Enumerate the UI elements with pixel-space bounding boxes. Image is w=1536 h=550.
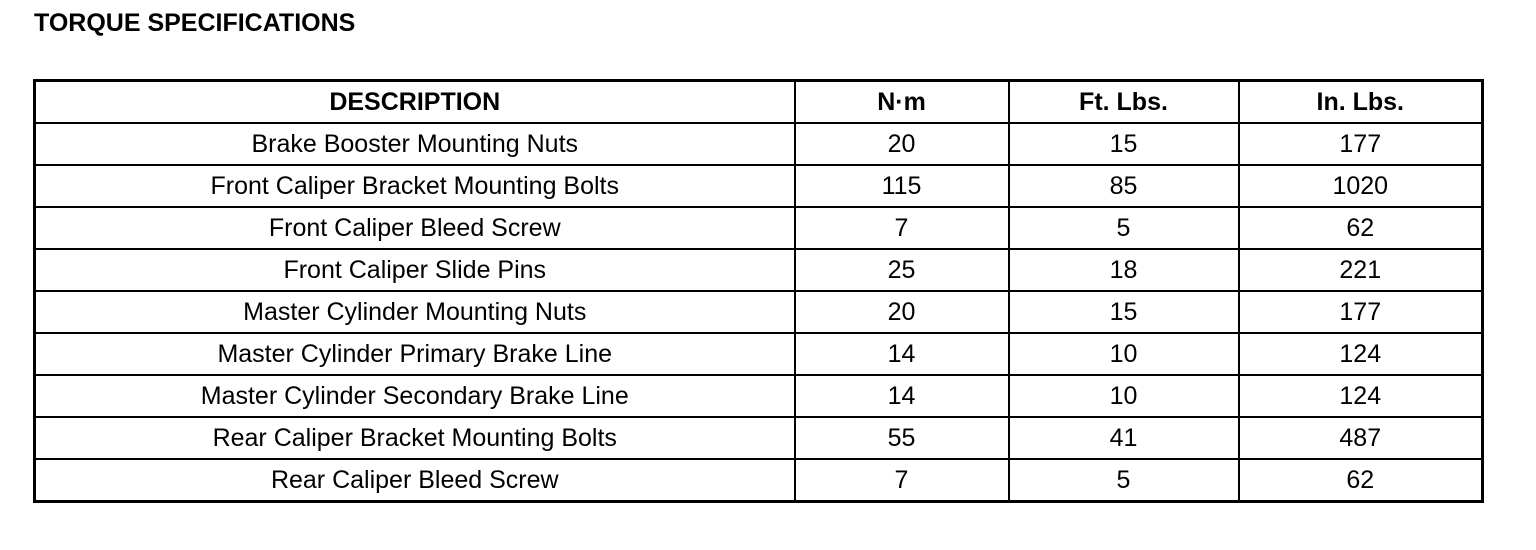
table-row — [35, 375, 1483, 417]
cell-in-lbs: 177 — [1239, 123, 1483, 165]
cell-nm: 115 — [795, 165, 1009, 207]
cell-ft-lbs: 5 — [1009, 459, 1239, 502]
cell-ft-lbs: 18 — [1009, 249, 1239, 291]
cell-in-lbs: 177 — [1239, 291, 1483, 333]
cell-ft-lbs: 41 — [1009, 417, 1239, 459]
torque-spec-table — [33, 79, 1484, 503]
table-row — [35, 207, 1483, 249]
cell-in-lbs: 487 — [1239, 417, 1483, 459]
table-row — [35, 459, 1483, 502]
cell-in-lbs: 1020 — [1239, 165, 1483, 207]
column-header-ft-lbs: Ft. Lbs. — [1009, 81, 1239, 124]
table-row — [35, 291, 1483, 333]
cell-ft-lbs: 15 — [1009, 291, 1239, 333]
cell-nm: 20 — [795, 123, 1009, 165]
table-row — [35, 123, 1483, 165]
table-header-row — [35, 81, 1483, 124]
cell-nm: 14 — [795, 375, 1009, 417]
cell-nm: 7 — [795, 459, 1009, 502]
cell-description: Brake Booster Mounting Nuts — [35, 123, 795, 165]
column-header-nm: N·m — [795, 81, 1009, 124]
cell-nm: 7 — [795, 207, 1009, 249]
table-row — [35, 417, 1483, 459]
table-row — [35, 249, 1483, 291]
page-title: TORQUE SPECIFICATIONS — [34, 9, 356, 37]
cell-in-lbs: 221 — [1239, 249, 1483, 291]
cell-description: Master Cylinder Primary Brake Line — [35, 333, 795, 375]
cell-description: Rear Caliper Bleed Screw — [35, 459, 795, 502]
column-header-description: DESCRIPTION — [35, 81, 795, 124]
cell-ft-lbs: 5 — [1009, 207, 1239, 249]
cell-ft-lbs: 85 — [1009, 165, 1239, 207]
cell-description: Rear Caliper Bracket Mounting Bolts — [35, 417, 795, 459]
cell-ft-lbs: 10 — [1009, 333, 1239, 375]
cell-description: Master Cylinder Secondary Brake Line — [35, 375, 795, 417]
table-row — [35, 333, 1483, 375]
cell-nm: 25 — [795, 249, 1009, 291]
cell-description: Front Caliper Bleed Screw — [35, 207, 795, 249]
cell-nm: 20 — [795, 291, 1009, 333]
table-row — [35, 165, 1483, 207]
cell-description: Front Caliper Bracket Mounting Bolts — [35, 165, 795, 207]
cell-in-lbs: 124 — [1239, 333, 1483, 375]
cell-description: Front Caliper Slide Pins — [35, 249, 795, 291]
cell-ft-lbs: 10 — [1009, 375, 1239, 417]
cell-in-lbs: 124 — [1239, 375, 1483, 417]
cell-description: Master Cylinder Mounting Nuts — [35, 291, 795, 333]
cell-in-lbs: 62 — [1239, 207, 1483, 249]
cell-nm: 55 — [795, 417, 1009, 459]
cell-nm: 14 — [795, 333, 1009, 375]
column-header-in-lbs: In. Lbs. — [1239, 81, 1483, 124]
cell-in-lbs: 62 — [1239, 459, 1483, 502]
cell-ft-lbs: 15 — [1009, 123, 1239, 165]
